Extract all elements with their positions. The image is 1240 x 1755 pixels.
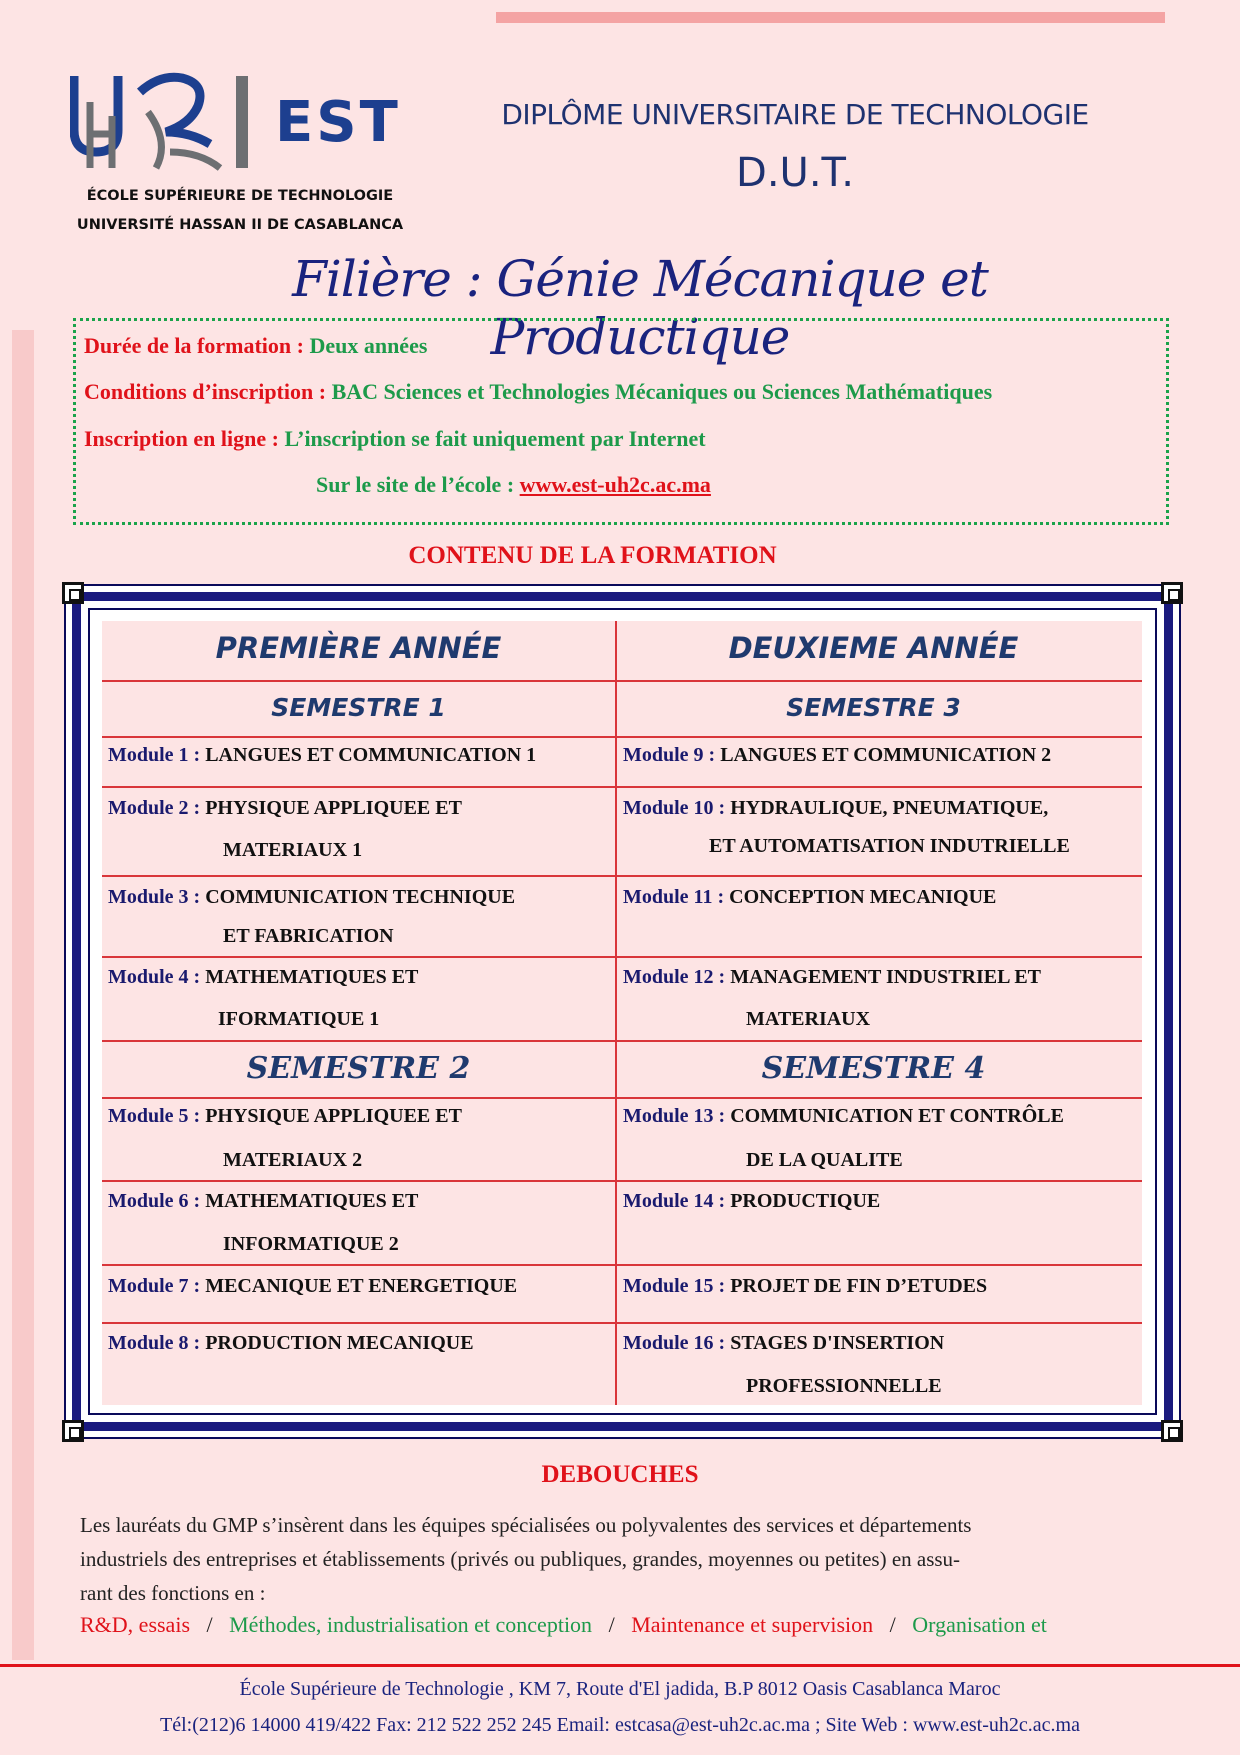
- conditions-label: Conditions d’inscription :: [84, 379, 327, 404]
- year2-title: DEUXIEME ANNÉE: [728, 631, 1019, 665]
- module-item: Module 15 : PROJET DE FIN D’ETUDES: [623, 1275, 988, 1297]
- school-logo: [70, 72, 410, 242]
- module-item: Module 16 : STAGES D'INSERTION: [623, 1332, 945, 1354]
- logo-school-name: ÉCOLE SUPÉRIEURE DE TECHNOLOGIE: [86, 188, 394, 204]
- semester3-title: SEMESTRE 3: [786, 693, 961, 722]
- row-divider: [102, 1097, 1142, 1099]
- inscription-row: [84, 426, 706, 452]
- footer-address: École Supérieure de Technologie , KM 7, Route d'El jadida, B.P 8012 Oasis Casablanca Maroc: [239, 1678, 1001, 1700]
- column-divider: [615, 621, 617, 1405]
- semester2-title: SEMESTRE 2: [246, 1051, 471, 1086]
- function-item: R&D, essais: [80, 1612, 190, 1637]
- duree-row: [84, 333, 427, 359]
- uh2-logo-icon: [70, 72, 230, 172]
- site-link[interactable]: www.est-uh2c.ac.ma: [519, 472, 711, 497]
- top-decor-bar: [496, 12, 1165, 23]
- row-divider: [102, 1322, 1142, 1324]
- function-item: Maintenance et supervision: [631, 1612, 874, 1637]
- module-item: Module 9 : LANGUES ET COMMUNICATION 2: [623, 744, 1052, 766]
- module-item: Module 12 : MANAGEMENT INDUSTRIEL ET: [623, 966, 1042, 988]
- function-item: Organisation et: [912, 1612, 1047, 1637]
- diploma-abbreviation: D.U.T.: [736, 150, 854, 196]
- function-item: Méthodes, industrialisation et conception: [229, 1612, 593, 1637]
- module-item: Module 1 : LANGUES ET COMMUNICATION 1: [108, 744, 537, 766]
- logo-university-name: UNIVERSITÉ HASSAN II DE CASABLANCA: [76, 217, 404, 233]
- duree-label: Durée de la formation :: [84, 333, 304, 358]
- module-item: Module 5 : PHYSIQUE APPLIQUEE ET: [108, 1105, 462, 1127]
- semester1-title: SEMESTRE 1: [271, 693, 446, 722]
- module-item: Module 6 : MATHEMATIQUES ET: [108, 1190, 419, 1212]
- debouches-title: DEBOUCHES: [541, 1461, 699, 1488]
- info-box: [73, 318, 1169, 525]
- function-separator: /: [206, 1612, 213, 1637]
- semester4-title: SEMESTRE 4: [761, 1051, 986, 1086]
- program-table: [102, 621, 1142, 1405]
- frame-corner-ornament: [62, 582, 84, 604]
- functions-list: [80, 1612, 1047, 1638]
- function-separator: /: [889, 1612, 896, 1637]
- logo-separator: [236, 76, 248, 168]
- filiere-title: Filière : Génie Mécanique et Productique: [292, 250, 988, 366]
- inscription-label: Inscription en ligne :: [84, 426, 279, 451]
- duree-value: Deux années: [309, 333, 428, 358]
- module-item: Module 14 : PRODUCTIQUE: [623, 1190, 881, 1212]
- site-label: Sur le site de l’école :: [316, 472, 515, 497]
- site-row: [316, 472, 711, 498]
- module-item-continued: INFORMATIQUE 2: [223, 1233, 399, 1255]
- module-item: Module 4 : MATHEMATIQUES ET: [108, 966, 419, 988]
- module-item: Module 10 : HYDRAULIQUE, PNEUMATIQUE,: [623, 797, 1049, 819]
- row-divider: [102, 736, 1142, 738]
- logo-acronym: EST: [275, 90, 401, 155]
- module-item-continued: ET AUTOMATISATION INDUTRIELLE: [709, 835, 1070, 857]
- diploma-title: DIPLÔME UNIVERSITAIRE DE TECHNOLOGIE: [501, 98, 1089, 131]
- module-item: Module 3 : COMMUNICATION TECHNIQUE: [108, 886, 516, 908]
- module-item: Module 2 : PHYSIQUE APPLIQUEE ET: [108, 797, 462, 819]
- inscription-value: L’inscription se fait uniquement par Internet: [284, 426, 706, 451]
- paragraph-line: industriels des entreprises et établissements (privés ou publiques, grandes, moyennes ou petites) en assu-: [80, 1547, 961, 1571]
- module-item: Module 13 : COMMUNICATION ET CONTRÔLE: [623, 1105, 1064, 1127]
- function-separator: /: [608, 1612, 615, 1637]
- frame-corner-ornament: [1161, 1420, 1183, 1442]
- footer-divider: [0, 1664, 1240, 1667]
- module-item-continued: DE LA QUALITE: [746, 1149, 903, 1171]
- module-item: Module 7 : MECANIQUE ET ENERGETIQUE: [108, 1275, 518, 1297]
- module-item: Module 8 : PRODUCTION MECANIQUE: [108, 1332, 474, 1354]
- contenu-title: CONTENU DE LA FORMATION: [408, 542, 777, 569]
- module-item-continued: MATERIAUX: [746, 1008, 871, 1030]
- debouches-paragraph: [80, 1508, 1160, 1610]
- footer-contact: Tél:(212)6 14000 419/422 Fax: 212 522 252 245 Email: estcasa@est-uh2c.ac.ma ; Site Web : www.est-uh2c.ac.ma: [160, 1714, 1080, 1736]
- row-divider: [102, 786, 1142, 788]
- module-item-continued: MATERIAUX 2: [223, 1149, 363, 1171]
- frame-corner-ornament: [62, 1420, 84, 1442]
- row-divider: [102, 1040, 1142, 1042]
- module-item: Module 11 : CONCEPTION MECANIQUE: [623, 886, 997, 908]
- row-divider: [102, 680, 1142, 682]
- conditions-value: BAC Sciences et Technologies Mécaniques ou Sciences Mathématiques: [331, 379, 993, 404]
- row-divider: [102, 956, 1142, 958]
- year1-title: PREMIÈRE ANNÉE: [215, 631, 502, 665]
- frame-corner-ornament: [1161, 582, 1183, 604]
- row-divider: [102, 1264, 1142, 1266]
- module-item-continued: MATERIAUX 1: [223, 839, 363, 861]
- module-item-continued: PROFESSIONNELLE: [746, 1375, 942, 1397]
- paragraph-line: rant des fonctions en :: [80, 1581, 266, 1605]
- row-divider: [102, 1180, 1142, 1182]
- conditions-row: [84, 379, 992, 405]
- row-divider: [102, 875, 1142, 877]
- module-item-continued: IFORMATIQUE 1: [218, 1008, 380, 1030]
- paragraph-line: Les lauréats du GMP s’insèrent dans les équipes spécialisées ou polyvalentes des services et départements: [80, 1513, 972, 1537]
- module-item-continued: ET FABRICATION: [223, 925, 394, 947]
